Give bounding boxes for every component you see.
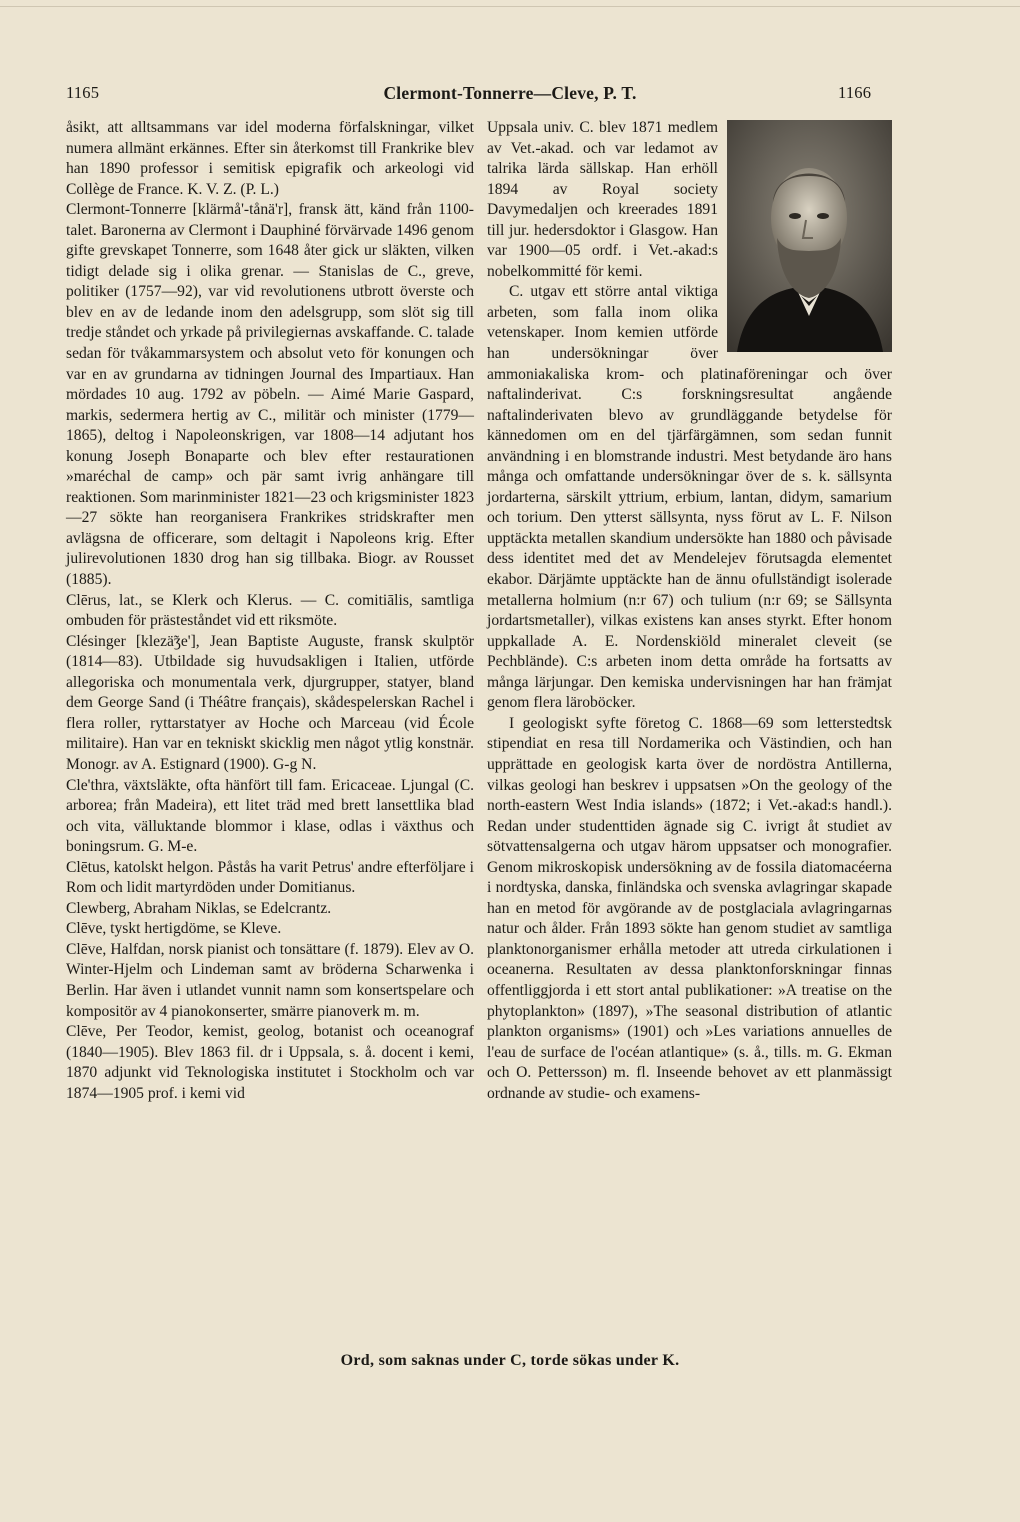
page-footer-note: Ord, som saknas under C, torde sökas under K. (340, 1352, 680, 1369)
entry-cleve-chemistry: C. utgav ett större antal viktiga arbeten, som falla inom olika vetenskaper. Inom kemien utförde han undersökningar över ammoniakaliska krom- och platinaföreningar och över naftalinderivat. C:s forskningsresultat angående naftalinderivaten blevo av grundläggande betydelse för kännedomen om en del tjärfärgämnen, som sedan funnit användning i en blomstrande industri. Mest betydande äro hans många och omfattande undersökningar över de s. k. sällsynta jordarterna, särskilt yttrium, erbium, lantan, didym, samarium och torium. Den ytterst sällsynta, nyss förut av L. F. Nilson upptäckta metallen skandium undersökte han 1880 och påvisade dess identitet med det av Mendelejev förutsagda elementet ekabor. Därjämte upptäckte han de ännu ofullständigt isolerade metallerna holmium (n:r 67) och tulium (n:r 69; se Sällsynta jordartsmetaller), vilkas existens kan anses styrkt. Efter honom uppkallade A. E. Nordenskiöld mineralet cleveit (se Pechblände). C:s arbeten inom detta område ha fortsatts av många lärjungar. Den kemiska undervisningen har han främjat genom flera läroböcker. (487, 283, 892, 712)
entry-clerus: Clērus, lat., se Klerk och Klerus. — C. comitiālis, samtliga ombuden för prästeståndet vid ett riksmöte. (66, 591, 474, 630)
portrait-photo-icon (727, 120, 892, 352)
entry-cleve-per-teodor: Clēve, Per Teodor, kemist, geolog, botanist och oceanograf (1840—1905). Blev 1863 fil. dr i Uppsala, s. å. docent i kemi, 1870 adjunkt vid Teknologiska institutet i Stockholm och var 1874—1905 prof. i kemi vid (66, 1023, 474, 1102)
left-column (66, 118, 474, 1104)
entry-text: åsikt, att alltsammans var idel moderna förfalskningar, vilket numera allmänt erkännes. Efter sin återkomst till Frankrike blev han 1890 professor i semitisk epigrafik och arkeologi vid Collège de France. K. V. Z. (P. L.) (66, 119, 474, 198)
entry-cleve-geology: I geologiskt syfte företog C. 1868—69 som letterstedtsk stipendiat en resa till Nordamerika och Västindien, och han upprättade en geologisk karta över de nordöstra Antillerna, vilkas geologi han beskrev i uppsatsen »On the geology of the north-eastern West India islands» (1872; i Vet.-akad:s handl.). Redan under studenttiden ägnade sig C. ivrigt åt studiet av sötvattensalgerna och utgav härom uppsatser och monografier. Genom mikroskopisk undersökning av de fossila diatomacéerna i nordtyska, danska, finländska och svenska avlagringar skapade han en metod för avgörande av de postglaciala avlagringarnas natur och ålder. Från 1893 sökte han genom studiet av samtliga planktonorganismer erhålla metoder att utreda cirkulationen i oceanerna. Resultaten av dessa planktonforskningar finnas offentliggjorda i ett stort antal publikationer: »A treatise on the phytoplankton» (1897), »The seasonal distribution of atlantic plankton organisms» (1901) och »Les variations annuelles de l'eau de surface de l'océan atlantique» (s. å., tills. m. G. Ekman och O. Pettersson) m. fl. Inseende behovet av ett planmässigt ordnande av studie- och examens- (487, 714, 892, 1102)
entry-clermont-tonnerre: Clermont-Tonnerre [klärmå'-tånä'r], fransk ätt, känd från 1100-talet. Baronerna av Clermont i Dauphiné förvärvade 1496 genom gifte grevskapet Tonnerre, som 1648 åter gick ur släkten, vilken tidigt delade sig i olika grenar. — Stanislas de C., greve, politiker (1757—92), var vid revolutionens utbrott överste och blev en av de ledande inom den adelsgrupp, som slöt sig till tredje ståndet och yrkade på privilegiernas avskaffande. C. talade sedan för tvåkammarsystem och absolut veto för konungen och var en av grundarna av tidningen Journal des Impartiaux. Han mördades 10 aug. 1792 av pöbeln. — Aimé Marie Gaspard, markis, sedermera hertig av C., militär och minister (1779—1865), deltog i Napoleonskrigen, var 1808—14 adjutant hos konung Joseph Bonaparte och blev efter restaurationen »maréchal de camp» och pär samt ivrig anhängare till reaktionen. Som marinminister 1821—23 och krigsminister 1823—27 sökte han reorganisera Frankrikes stridskrafter men avlägsna de officerare, som deltagit i Napoleons krig. Efter julirevolutionen 1830 drog han sig tillbaka. Biogr. av Rousset (1885). (66, 201, 474, 589)
page-number-right: 1166 (838, 83, 872, 102)
entry-cleve-continued: Uppsala univ. C. blev 1871 medlem av Vet.-akad. och var ledamot av talrika lärda sällskap. Han erhöll 1894 av Royal society Davymedaljen och kreerades 1891 till jur. hedersdoktor i Glasgow. Han var 1900—05 ordf. i Vet.-akad:s nobelkommitté för kemi. (487, 119, 718, 280)
entry-cleve-halfdan: Clēve, Halfdan, norsk pianist och tonsättare (f. 1879). Elev av O. Winter-Hjelm och Lindeman samt av bröderna Scharwenka i Berlin. Har även i utlandet vunnit namn som konsertspelare och kompositör av 4 pianokonserter, smärre pianoverk m. m. (66, 940, 474, 1020)
page-number-left: 1165 (66, 83, 100, 102)
right-column (487, 118, 892, 1104)
entry-clethra: Cle'thra, växtsläkte, ofta hänfört till fam. Ericaceae. Ljungal (C. arborea; från Madeira), ett litet träd med brett lansettlika blad och vita, välluktande blommor i klase, odlas i växthus och boningsrum. G. M-e. (66, 776, 474, 856)
top-edge-line (0, 6, 1020, 7)
entry-clewberg: Clewberg, Abraham Niklas, se Edelcrantz. (66, 899, 332, 917)
entry-cleve-duchy: Clēve, tyskt hertigdöme, se Kleve. (66, 920, 282, 938)
running-header: Clermont-Tonnerre—Cleve, P. T. (383, 83, 637, 103)
entry-clesinger: Clésinger [klezä̃ʒe'], Jean Baptiste Auguste, fransk skulptör (1814—83). Utbildade sig huvudsakligen i Italien, utförde allegoriska och monumentala verk, djurgrupper, statyer, bland dem George Sand (i Théâtre français), skådespelerskan Rachel i flera roller, ryttarstatyer av Hoche och Marceau (vid École militaire). Han var en tekniskt skicklig men något ytlig konstnär. Monogr. av A. Estignard (1900). G-g N. (66, 632, 474, 773)
entry-cletus: Clētus, katolskt helgon. Påstås ha varit Petrus' andre efterföljare i Rom och lidit martyrdöden under Domitianus. (66, 858, 474, 897)
